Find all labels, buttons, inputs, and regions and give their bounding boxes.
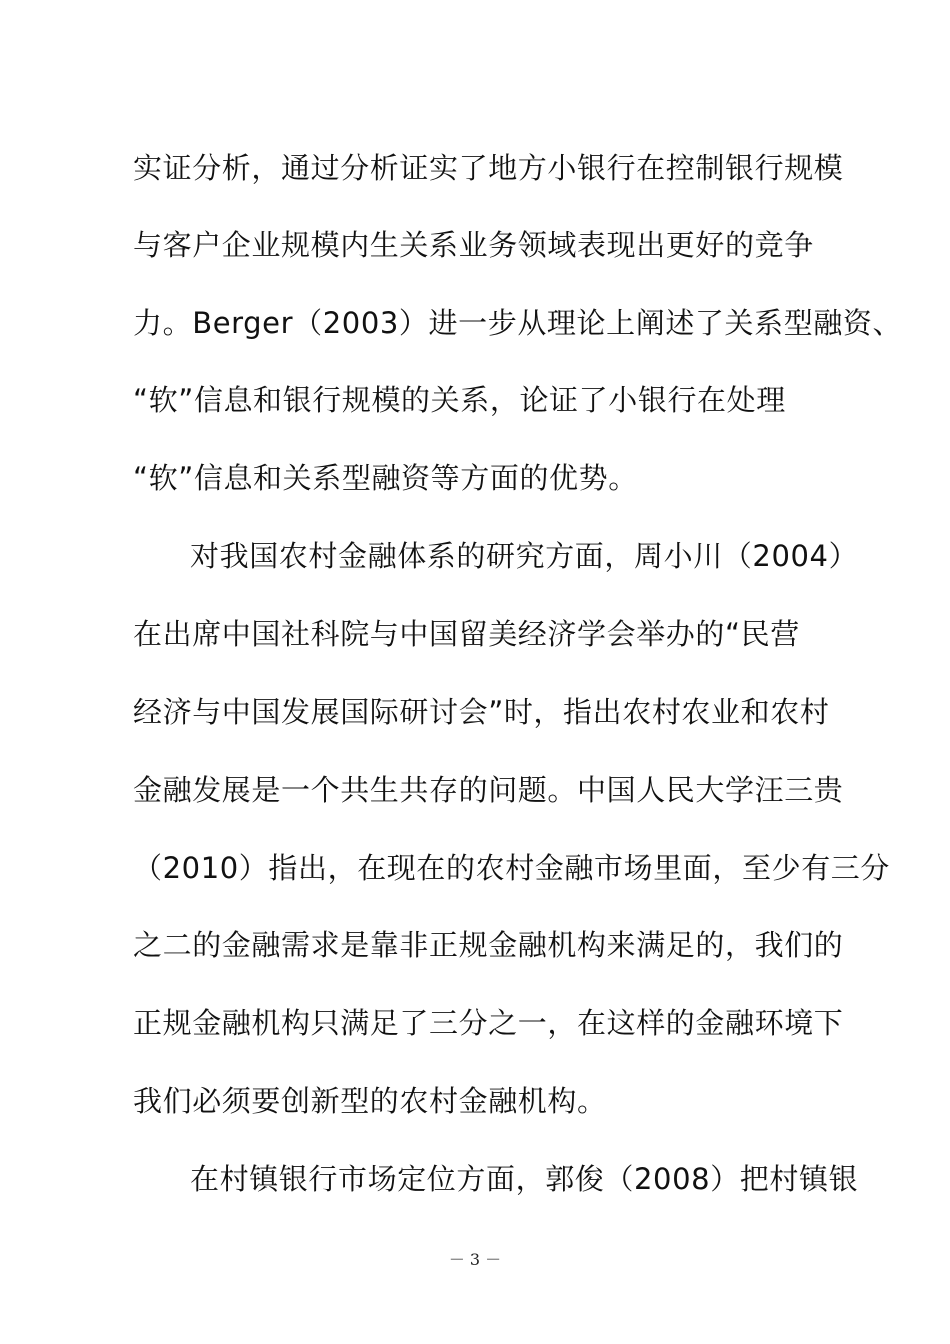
text-line: 我们必须要创新型的农村金融机构。 xyxy=(133,1084,607,1118)
text-line: （2010）指出，在现在的农村金融市场里面，至少有三分 xyxy=(133,851,891,885)
text-line: 正规金融机构只满足了三分之一，在这样的金融环境下 xyxy=(133,1006,844,1040)
text-line: 经济与中国发展国际研讨会”时，指出农村农业和农村 xyxy=(133,695,830,729)
page-number: － 3 － xyxy=(448,1250,502,1269)
paragraph-first-line: 在村镇银行市场定位方面，郭俊（2008）把村镇银 xyxy=(190,1162,859,1196)
text-line: “软”信息和关系型融资等方面的优势。 xyxy=(133,461,638,495)
text-line: 金融发展是一个共生共存的问题。中国人民大学汪三贵 xyxy=(133,773,844,807)
text-line: “软”信息和银行规模的关系，论证了小银行在处理 xyxy=(133,383,786,417)
paragraph-first-line: 对我国农村金融体系的研究方面，周小川（2004） xyxy=(190,539,859,573)
text-line: 与客户企业规模内生关系业务领域表现出更好的竞争 xyxy=(133,228,814,262)
text-line: 力。Berger（2003）进一步从理论上阐述了关系型融资、 xyxy=(133,306,903,340)
text-line: 之二的金融需求是靠非正规金融机构来满足的，我们的 xyxy=(133,928,844,962)
text-line: 在出席中国社科院与中国留美经济学会举办的“民营 xyxy=(133,617,800,651)
text-line: 实证分析，通过分析证实了地方小银行在控制银行规模 xyxy=(133,151,844,185)
